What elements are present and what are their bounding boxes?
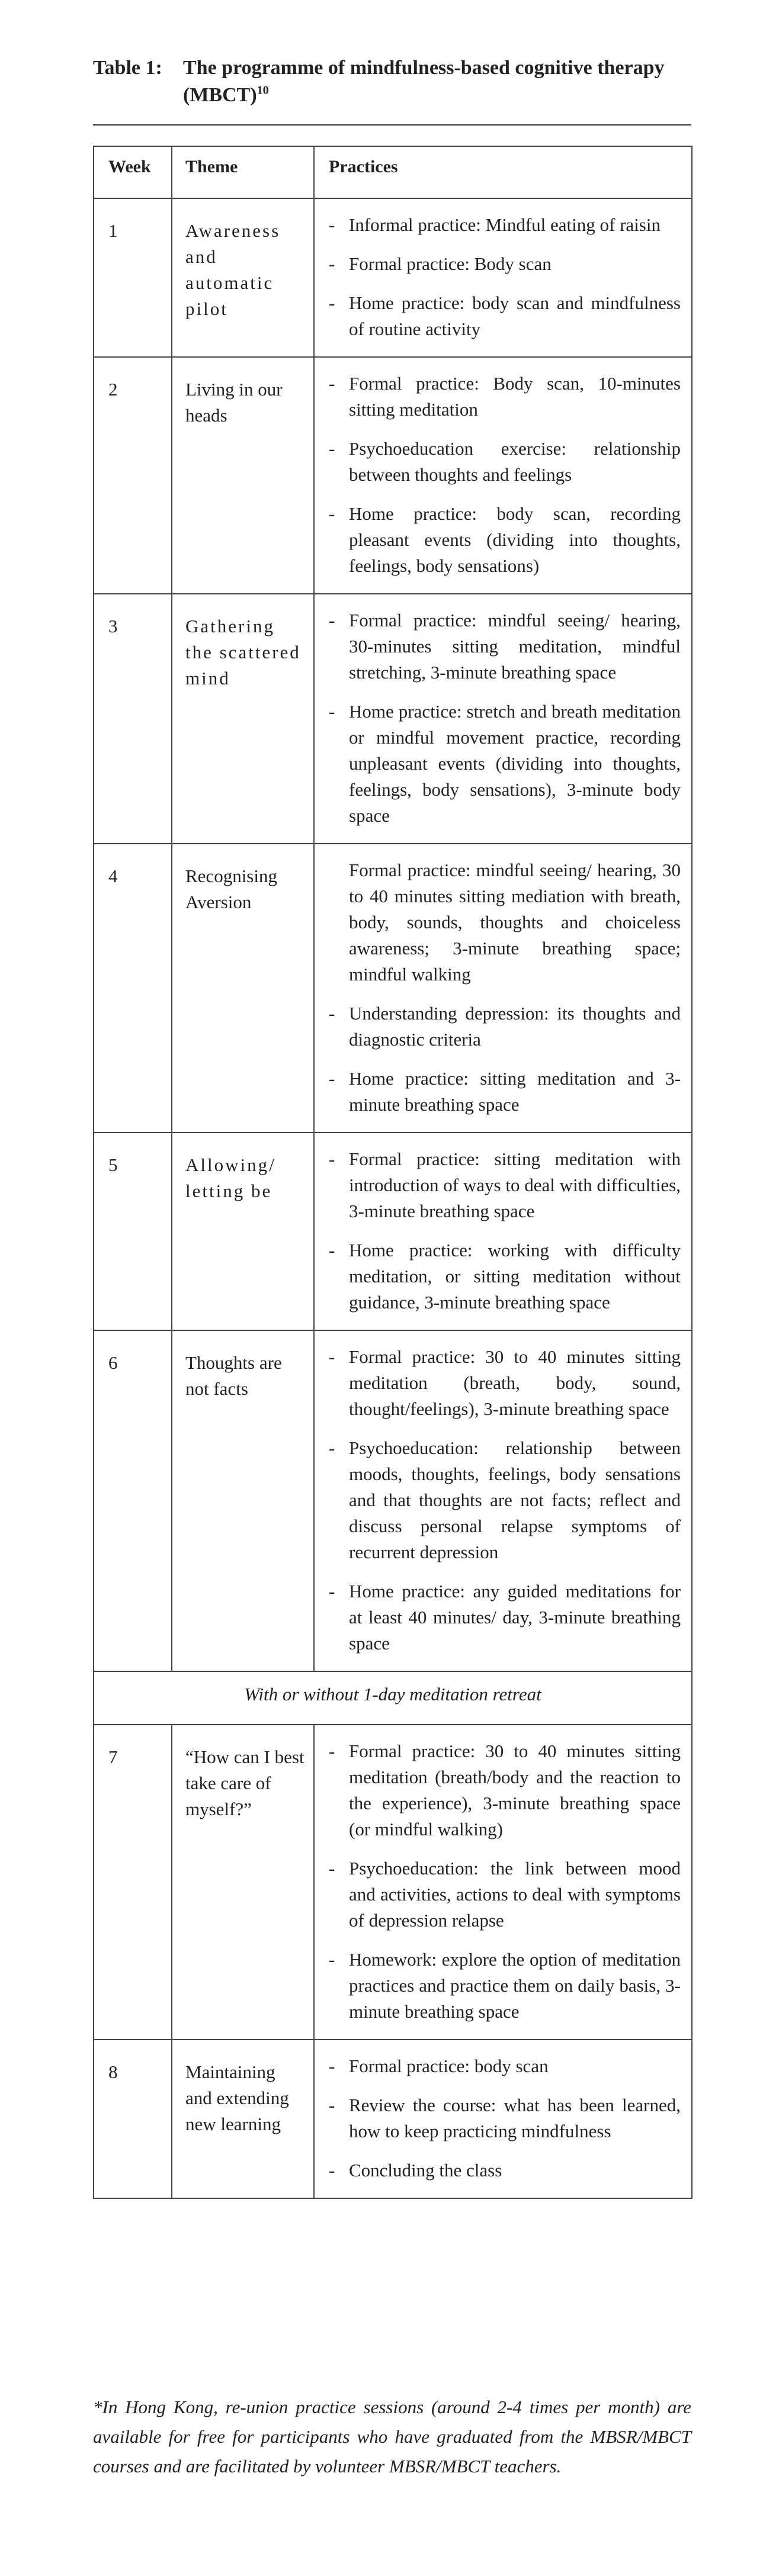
practice-item: [329, 699, 681, 829]
dash-bullet: -: [329, 1437, 335, 1458]
practice-text: Psychoeducation: relationship between moods, thoughts, feelings, body sensations and that thoughts are not facts; reflect and discuss personal relapse symptoms of recurrent depression: [349, 1437, 681, 1562]
theme-text: Maintaining and extending new learning: [185, 2062, 289, 2134]
practice-item: [329, 2092, 681, 2144]
practice-text: Home practice: stretch and breath meditation or mindful movement practice, recording unpleasant events (dividing into thoughts, feelings, body sensations), 3-minute body space: [349, 701, 681, 826]
theme-cell: [172, 357, 314, 594]
practice-item: [329, 2053, 681, 2079]
week-cell: 7: [94, 1725, 172, 2040]
theme-text: Thoughts are not facts: [185, 1352, 282, 1399]
dash-bullet: -: [329, 1149, 335, 1169]
retreat-row: [94, 1671, 692, 1725]
practice-text: Psychoeducation exercise: relationship between thoughts and feelings: [349, 438, 681, 485]
dash-bullet: -: [329, 701, 335, 722]
practice-list: [329, 212, 681, 342]
dash-bullet: -: [329, 1240, 335, 1260]
practice-text: Understanding depression: its thoughts and diagnostic criteria: [349, 1003, 681, 1050]
table-title: [183, 54, 691, 109]
practice-text: Homework: explore the option of meditation practices and practice them on daily basis, 3-minute breathing space: [349, 1949, 681, 2022]
practice-item: [329, 436, 681, 488]
dash-bullet: -: [329, 438, 335, 459]
theme-cell: [172, 1330, 314, 1671]
practice-text: Formal practice: Body scan, 10-minutes sitting meditation: [349, 373, 681, 420]
practice-item: [329, 1855, 681, 1934]
table-row: [94, 357, 692, 594]
practice-item: [329, 857, 681, 988]
practice-list: [329, 857, 681, 1118]
practice-text: Formal practice: mindful seeing/ hearing, 30 to 40 minutes sitting mediation with breath, body, sounds, thoughts and choiceless awareness; 3-minute breathing space; mindful walking: [349, 860, 681, 985]
dash-bullet: -: [329, 292, 335, 313]
practice-item: [329, 607, 681, 686]
table-row: [94, 1330, 692, 1671]
header-practices: Practices: [314, 146, 692, 198]
table-row: [94, 1725, 692, 2040]
practice-item: [329, 1066, 681, 1118]
practice-list: [329, 1344, 681, 1657]
theme-text: Awareness and automatic pilot: [185, 220, 281, 319]
theme-cell: [172, 844, 314, 1133]
practice-item: [329, 501, 681, 579]
table-body: [94, 198, 692, 2198]
practice-item: [329, 212, 681, 238]
practice-text: Home practice: any guided meditations for at least 40 minutes/ day, 3-minute breathing space: [349, 1581, 681, 1654]
week-cell: 4: [94, 844, 172, 1133]
table-label: Table 1:: [93, 57, 162, 79]
dash-bullet: -: [329, 1949, 335, 1970]
table-row: [94, 844, 692, 1133]
week-cell: 6: [94, 1330, 172, 1671]
practice-text: Formal practice: Body scan: [349, 253, 552, 274]
week-cell: 1: [94, 198, 172, 357]
practices-cell: [314, 357, 692, 594]
practice-list: [329, 2053, 681, 2183]
table-row: [94, 198, 692, 357]
dash-bullet: -: [329, 214, 335, 235]
practice-item: [329, 1146, 681, 1224]
table-row: [94, 1133, 692, 1330]
practice-item: [329, 1738, 681, 1842]
theme-text: Recognising Aversion: [185, 866, 277, 912]
practice-item: [329, 1435, 681, 1565]
practice-list: [329, 1738, 681, 2025]
practice-item: [329, 251, 681, 277]
practice-item: [329, 1578, 681, 1657]
reference-superscript: 10: [257, 83, 269, 97]
practice-item: [329, 1344, 681, 1422]
practice-text: Formal practice: sitting meditation with introduction of ways to deal with difficulties, 3-minute breathing space: [349, 1149, 681, 1221]
dash-bullet: -: [329, 2095, 335, 2115]
theme-cell: [172, 198, 314, 357]
practice-text: Formal practice: 30 to 40 minutes sitting meditation (breath, body, sound, thought/feelings), 3-minute breathing space: [349, 1346, 681, 1419]
caption-divider: [93, 124, 691, 126]
theme-text: Living in our heads: [185, 379, 283, 426]
practice-item: [329, 1947, 681, 2025]
practice-item: [329, 2157, 681, 2183]
table-row: [94, 594, 692, 844]
practice-text: Home practice: sitting meditation and 3-minute breathing space: [349, 1068, 681, 1115]
dash-bullet: -: [329, 503, 335, 524]
week-cell: 2: [94, 357, 172, 594]
practice-list: [329, 371, 681, 579]
practices-cell: [314, 1725, 692, 2040]
footnote: *In Hong Kong, re-union practice sessions (around 2-4 times per month) are available for free for participants who have graduated from the MBSR/MBCT courses and are facilitated by volunteer MBSR/MBCT teachers.: [93, 2397, 691, 2477]
theme-text: Allowing/ letting be: [185, 1154, 276, 1201]
practice-text: Home practice: body scan, recording pleasant events (dividing into thoughts, feelings, body sensations): [349, 503, 681, 576]
theme-text: Gathering the scattered mind: [185, 616, 301, 689]
practice-item: [329, 290, 681, 342]
practice-list: [329, 1146, 681, 1316]
practice-text: Formal practice: body scan: [349, 2056, 549, 2076]
dash-bullet: -: [329, 1346, 335, 1367]
practice-text: Home practice: body scan and mindfulness of routine activity: [349, 292, 681, 339]
practice-text: Psychoeducation: the link between mood and activities, actions to deal with symptoms of depression relapse: [349, 1858, 681, 1931]
practices-cell: [314, 844, 692, 1133]
practice-item: [329, 1001, 681, 1053]
table-row: [94, 2040, 692, 2198]
practice-item: [329, 1237, 681, 1316]
dash-bullet: -: [329, 1068, 335, 1089]
header-week: Week: [94, 146, 172, 198]
week-cell: 3: [94, 594, 172, 844]
practice-text: Formal practice: 30 to 40 minutes sitting meditation (breath/body and the reaction to the experience), 3-minute breathing space (or mindful walking): [349, 1741, 681, 1839]
practice-text: Informal practice: Mindful eating of raisin: [349, 214, 661, 235]
theme-cell: [172, 1725, 314, 2040]
dash-bullet: -: [329, 2160, 335, 2181]
header-row: [94, 146, 692, 198]
dash-bullet: -: [329, 610, 335, 631]
practice-text: Review the course: what has been learned, how to keep practicing mindfulness: [349, 2095, 681, 2141]
practice-text: Formal practice: mindful seeing/ hearing, 30-minutes sitting meditation, mindful stretching, 3-minute breathing space: [349, 610, 681, 683]
retreat-note: With or without 1-day meditation retreat: [94, 1671, 692, 1725]
theme-cell: [172, 2040, 314, 2198]
practice-text: Home practice: working with difficulty meditation, or sitting meditation without guidance, 3-minute breathing space: [349, 1240, 681, 1313]
dash-bullet: -: [329, 2056, 335, 2076]
practice-list: [329, 607, 681, 829]
practices-cell: [314, 2040, 692, 2198]
table-header: [94, 146, 692, 198]
week-cell: 5: [94, 1133, 172, 1330]
practice-item: [329, 371, 681, 423]
dash-bullet: -: [329, 373, 335, 394]
table-title-text: The programme of mindfulness-based cognitive therapy (MBCT): [183, 57, 665, 106]
theme-text: “How can I best take care of myself?”: [185, 1747, 304, 1819]
table-caption: [93, 54, 691, 109]
week-cell: 8: [94, 2040, 172, 2198]
theme-cell: [172, 594, 314, 844]
dash-bullet: -: [329, 253, 335, 274]
practices-cell: [314, 1330, 692, 1671]
dash-bullet: -: [329, 1858, 335, 1879]
practices-cell: [314, 1133, 692, 1330]
practices-cell: [314, 594, 692, 844]
dash-bullet: -: [329, 1003, 335, 1024]
practices-cell: [314, 198, 692, 357]
dash-bullet: -: [329, 1581, 335, 1601]
mbct-programme-table: [93, 146, 693, 2199]
practice-text: Concluding the class: [349, 2160, 502, 2181]
dash-bullet: -: [329, 1741, 335, 1761]
header-theme: Theme: [172, 146, 314, 198]
theme-cell: [172, 1133, 314, 1330]
